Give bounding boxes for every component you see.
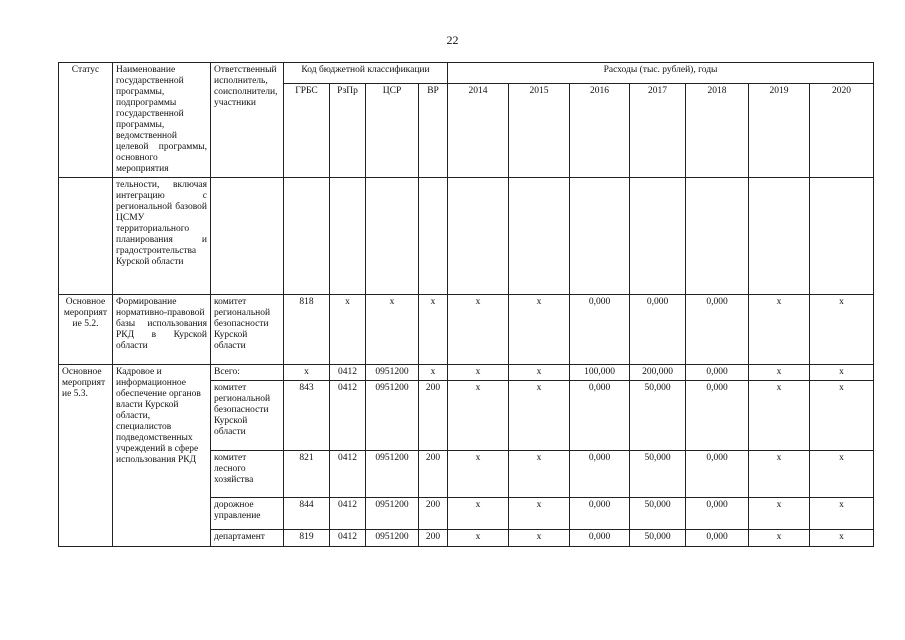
table-cell: 50,000 [630, 381, 686, 451]
table-cell: x [509, 295, 570, 365]
table-cell: 0951200 [366, 365, 419, 381]
table-cell: 0951200 [366, 498, 419, 530]
table-cell: x [509, 451, 570, 498]
table-cell: 0,000 [570, 530, 630, 547]
table-cell: x [419, 365, 448, 381]
header-executor: Ответственный исполнитель, соисполнители, участники [211, 63, 284, 178]
table-cell: 50,000 [630, 530, 686, 547]
header-year-2014: 2014 [448, 83, 509, 177]
table-cell: 843 [284, 381, 330, 451]
table-row [59, 178, 874, 295]
table-cell: 0951200 [366, 451, 419, 498]
header-year-2017: 2017 [630, 83, 686, 177]
row52-executor: комитет региональной безопасности Курской области [211, 295, 284, 365]
table-cell: x [448, 530, 509, 547]
table-cell: x [509, 365, 570, 381]
table-cell: 0,000 [570, 295, 630, 365]
header-grbs: ГРБС [284, 83, 330, 177]
header-csr: ЦСР [366, 83, 419, 177]
table-cell: x [810, 451, 874, 498]
header-rzpr: РзПр [330, 83, 366, 177]
table-cell: x [448, 498, 509, 530]
row53-name: Кадровое и информационное обеспечение органов власти Курской области, специалистов подведомственных учреждений в сфере использования РКД [113, 365, 211, 547]
table-cell: x [509, 498, 570, 530]
table-cell: 818 [284, 295, 330, 365]
table-cell: 0951200 [366, 381, 419, 451]
row53-executor: департамент [211, 530, 284, 547]
header-expenses: Расходы (тыс. рублей), годы [448, 63, 874, 84]
table-cell: 0,000 [686, 530, 749, 547]
table-cell: 0951200 [366, 530, 419, 547]
header-row-1 [59, 63, 874, 84]
row53-status: Основное мероприятие 5.3. [59, 365, 113, 547]
page-number: 22 [446, 33, 459, 47]
table-cell: 0412 [330, 381, 366, 451]
table-cell: 0,000 [686, 381, 749, 451]
table-cell: x [448, 295, 509, 365]
table-cell: 0,000 [686, 365, 749, 381]
row53-executor: комитет лесного хозяйства [211, 451, 284, 498]
row53-executor: комитет региональной безопасности Курской области [211, 381, 284, 451]
header-vr: ВР [419, 83, 448, 177]
table-cell: 819 [284, 530, 330, 547]
table-cell: x [810, 381, 874, 451]
header-year-2020: 2020 [810, 83, 874, 177]
table-cell: x [749, 381, 810, 451]
table-cell: 844 [284, 498, 330, 530]
row52-name: Формирование нормативно-правовой базы использования РКД в Курской области [113, 295, 211, 365]
table-cell: x [448, 365, 509, 381]
table-cell: 0,000 [686, 498, 749, 530]
table-cell: x [749, 498, 810, 530]
table-cell: 0,000 [686, 295, 749, 365]
table-cell: 0,000 [570, 498, 630, 530]
table-cell: x [749, 451, 810, 498]
table-cell: 0,000 [570, 451, 630, 498]
table-cell: x [810, 498, 874, 530]
table-cell: x [749, 295, 810, 365]
table-cell: x [810, 295, 874, 365]
row52-status: Основное мероприятие 5.2. [59, 295, 113, 365]
table-cell: 50,000 [630, 498, 686, 530]
header-year-2018: 2018 [686, 83, 749, 177]
table-cell: 0,000 [570, 381, 630, 451]
table-cell: x [509, 381, 570, 451]
table-cell: x [448, 381, 509, 451]
header-budget-code: Код бюджетной классификации [284, 63, 448, 84]
table-cell: 0412 [330, 498, 366, 530]
table-cell: x [810, 365, 874, 381]
table-cell: x [749, 365, 810, 381]
table-cell: 821 [284, 451, 330, 498]
table-row [59, 365, 874, 381]
table-cell: 0412 [330, 530, 366, 547]
table-cell: 200,000 [630, 365, 686, 381]
table-cell: 200 [419, 381, 448, 451]
table-cell: 200 [419, 451, 448, 498]
table-cell: x [810, 530, 874, 547]
table-cell: 200 [419, 530, 448, 547]
header-year-2016: 2016 [570, 83, 630, 177]
table-cell: 0,000 [630, 295, 686, 365]
table-cell: 0412 [330, 365, 366, 381]
table-cell: x [419, 295, 448, 365]
row53-executor: дорожное управление [211, 498, 284, 530]
budget-table [58, 62, 874, 547]
header-year-2015: 2015 [509, 83, 570, 177]
table-row [59, 295, 874, 365]
table-cell: 0412 [330, 451, 366, 498]
continuation-name: тельности, включая интеграцию с региональной базовой ЦСМУ территориального планирования и градостроительства Курской области [113, 178, 211, 295]
table-cell: x [509, 530, 570, 547]
table-cell: 0,000 [686, 451, 749, 498]
row53-executor-total: Всего: [211, 365, 284, 381]
header-name: Наименование государственной программы, подпрограммы государственной программы, ведомственной целевой программы, основного мероприятия [113, 63, 211, 178]
table-cell: 200 [419, 498, 448, 530]
table-cell: x [330, 295, 366, 365]
table-cell: 50,000 [630, 451, 686, 498]
header-status: Статус [59, 63, 113, 178]
table-cell: x [284, 365, 330, 381]
table-cell: x [749, 530, 810, 547]
table-cell: x [366, 295, 419, 365]
table-cell: x [448, 451, 509, 498]
header-year-2019: 2019 [749, 83, 810, 177]
table-cell: 100,000 [570, 365, 630, 381]
